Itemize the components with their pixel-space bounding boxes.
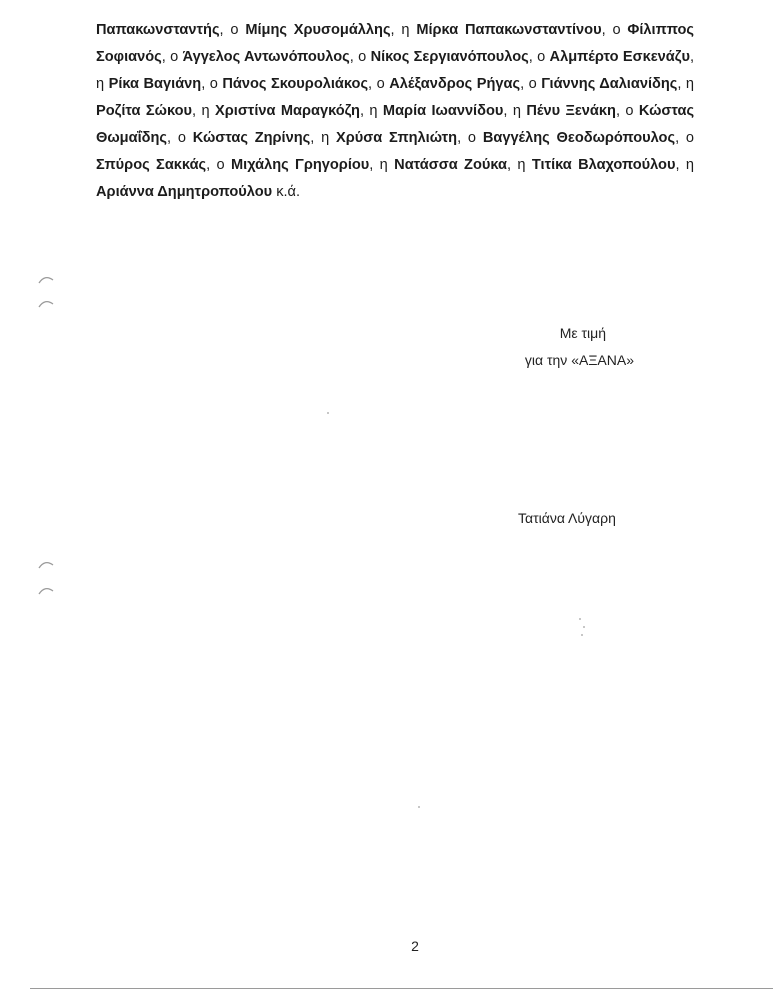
person-name: Νίκος Σεργιανόπουλος <box>370 48 529 65</box>
scan-speck <box>418 806 420 808</box>
separator-text: , η <box>390 21 417 38</box>
closing-organization: για την «ΑΞΑΝΑ» <box>524 352 634 368</box>
separator-text: , ο <box>368 75 390 92</box>
separator-text: , ο <box>528 48 550 65</box>
person-name: Κώστας Θωμαΐδης <box>96 102 695 146</box>
separator-text: κ.ά. <box>272 183 301 200</box>
signature-name: Τατιάνα Λύγαρη <box>518 510 616 526</box>
separator-text: , η <box>506 156 532 173</box>
separator-text: , ο <box>167 129 193 146</box>
separator-text: , ο <box>161 48 183 65</box>
closing-salutation: Με τιμή <box>559 325 606 341</box>
person-name: Πένυ Ξενάκη <box>526 102 616 119</box>
person-name: Αλμπέρτο Εσκενάζυ <box>549 48 690 65</box>
scan-speck <box>583 626 585 628</box>
separator-text: , η <box>192 102 215 119</box>
separator-text: , ο <box>349 48 371 65</box>
separator-text: , ο <box>219 21 246 38</box>
separator-text: , ο <box>457 129 483 146</box>
punch-hole-mark <box>38 298 54 310</box>
person-name: Βαγγέλης Θεοδωρόπουλος <box>482 129 676 146</box>
person-name: Χριστίνα Μαραγκόζη <box>215 102 360 119</box>
separator-text: , η <box>503 102 527 119</box>
person-name: Μίμης Χρυσομάλλης <box>245 21 391 38</box>
person-name: Αριάννα Δημητροπούλου <box>96 183 273 200</box>
person-name: Μίρκα Παπακωνσταντίνου <box>416 21 602 38</box>
person-name: Μαρία Ιωαννίδου <box>382 102 504 119</box>
page-number: 2 <box>411 938 419 954</box>
separator-text: , ο <box>201 75 223 92</box>
separator-text: , η <box>677 75 695 92</box>
separator-text: , η <box>675 156 694 173</box>
person-name: Αλέξανδρος Ρήγας <box>389 75 521 92</box>
separator-text: , ο <box>206 156 232 173</box>
person-name: Σπύρος Σακκάς <box>96 156 207 173</box>
body-paragraph <box>96 17 694 206</box>
person-name: Φίλιππος Σοφιανός <box>96 21 695 65</box>
separator-text: , η <box>310 129 336 146</box>
separator-text: , η <box>369 156 395 173</box>
separator-text: , ο <box>601 21 628 38</box>
person-name: Παπακωνσταντής <box>96 21 220 38</box>
person-name: Ροζίτα Σώκου <box>96 102 193 119</box>
closing-block <box>500 320 640 374</box>
punch-hole-mark <box>38 274 54 286</box>
punch-hole-mark <box>38 559 54 571</box>
scan-speck <box>581 634 583 636</box>
person-name: Κώστας Ζηρίνης <box>192 129 311 146</box>
separator-text: , ο <box>615 102 639 119</box>
person-name: Πάνος Σκουρολιάκος <box>222 75 369 92</box>
separator-text: , ο <box>675 129 695 146</box>
person-name: Άγγελος Αντωνόπουλος <box>182 48 350 65</box>
separator-text: , η <box>96 48 694 92</box>
person-name: Γιάννης Δαλιανίδης <box>541 75 678 92</box>
separator-text: , η <box>359 102 383 119</box>
person-name: Μιχάλης Γρηγορίου <box>231 156 370 173</box>
person-name: Τιτίκα Βλαχοπούλου <box>531 156 676 173</box>
punch-hole-mark <box>38 585 54 597</box>
person-name: Νατάσσα Ζούκα <box>394 156 507 173</box>
scan-speck <box>579 618 581 620</box>
scan-speck <box>327 412 329 414</box>
person-name: Χρύσα Σπηλιώτη <box>335 129 458 146</box>
scan-edge-line <box>30 988 773 989</box>
separator-text: , ο <box>520 75 542 92</box>
person-name: Ρίκα Βαγιάνη <box>108 75 202 92</box>
